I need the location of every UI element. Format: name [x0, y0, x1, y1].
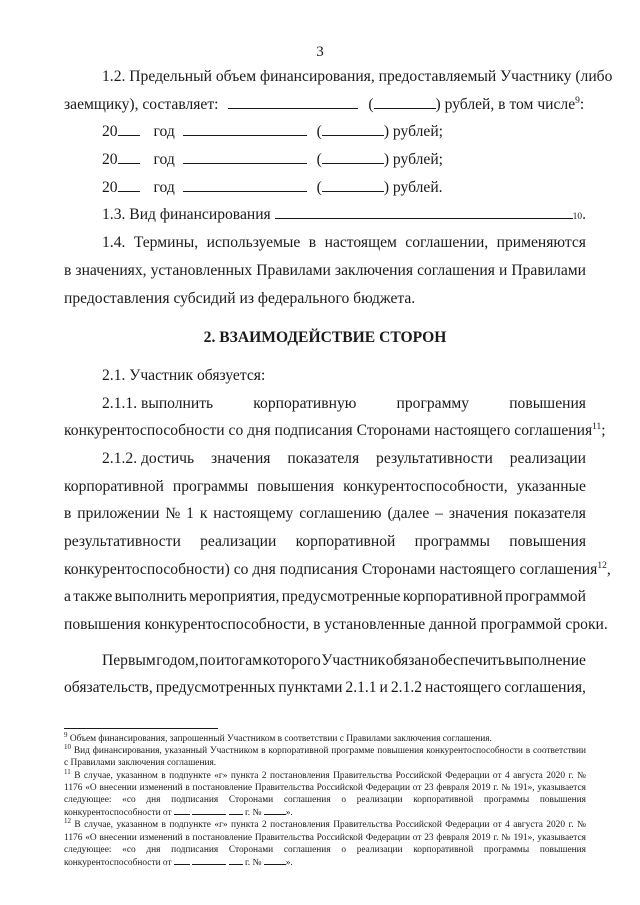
year-blank [118, 121, 140, 136]
footnote-10: $^{10}$ Вид финансирования, указанный Участником в корпоративной программе повышения конкурентоспособности в соответствии с Правилами заключения соглашения. [64, 743, 586, 769]
clause-2-1-2-line-1: 2.1.2. достичь значения показателя результативности реализации [102, 449, 586, 467]
month-blank [192, 856, 226, 865]
clause-2-1-2-line-3: в приложении № 1 к настоящему соглашению (далее – значения показателя [64, 505, 586, 523]
footnotes [64, 728, 586, 869]
amount-blank [183, 177, 307, 192]
year-blank [229, 856, 243, 865]
clause-1-2-line-1: 1.2. Предельный объем финансирования, предоставляемый Участнику (либо [102, 68, 613, 85]
amount-words-blank [374, 94, 436, 109]
date-blank [174, 856, 190, 865]
document-body [64, 63, 613, 702]
clause-1-4-line-2: в значениях, установленных Правилами заключения соглашения и Правилами [64, 261, 586, 279]
amount-words-blank [322, 177, 384, 192]
number-blank [264, 856, 286, 865]
clause-2-1-2-line-2: корпоративной программы повышения конкурентоспособности, указанные [64, 477, 586, 495]
amount-blank [183, 149, 307, 164]
year-blank [118, 149, 140, 164]
clause-2-1-2-line-4: результативности реализации корпоративной программы повышения [64, 533, 586, 551]
clause-2-1-2-line-6: а также выполнить мероприятия, предусмотренные корпоративной программой [64, 588, 586, 606]
financing-type-blank [275, 204, 573, 219]
year-blank [118, 177, 140, 192]
amount-blank [228, 94, 358, 109]
clause-2-1-2-line-5: конкурентоспособности) со дня подписания Сторонами настоящего соглашения$^{12}$, [64, 560, 611, 578]
clause-2-1-1-line-1: 2.1.1. выполнить корпоративную программу повышения [102, 394, 586, 412]
clause-1-4-line-1: 1.4. Термины, используемые в настоящем соглашении, применяются [102, 234, 586, 252]
footnote-ref-9: 9 [575, 95, 580, 106]
month-blank [192, 806, 226, 815]
first-year-line-2: обязательств, предусмотренных пунктами 2.1.1 и 2.1.2 настоящего соглашения, [64, 679, 586, 697]
footnote-12: $^{12}$ В случае, указанном в подпункте «г» пункта 2 постановления Правительства Российской Федерации от 4 августа 2020 г. № 1176 «О внесении изменений в постановление Правительства Российской Федерации от 23 февраля 2019 г. № 191», указывается следующее: «со дня подписания Сторонами соглашения о реализации корпоративной программы повышения конкурентоспособности от г. № ». [64, 817, 586, 869]
amount-words-blank [322, 149, 384, 164]
page-number: 3 [316, 44, 324, 60]
clause-2-1-2-line-7: повышения конкурентоспособности, в установленные данной программой сроки. [64, 616, 608, 634]
clause-2-1: 2.1. Участник обязуется: [102, 366, 266, 384]
footnote-ref-12: 12 [597, 560, 607, 571]
footnote-separator [64, 728, 218, 729]
footnote-9: $^9$ Объем финансирования, запрошенный Участником в соответствии с Правилами заключения соглашения. [64, 730, 492, 744]
year-blank [229, 806, 243, 815]
year-row-2: 20 год ( ) рублей; [102, 151, 444, 169]
clause-1-3: 1.3. Вид финансирования 10 . [102, 206, 586, 224]
amount-words-blank [322, 121, 384, 136]
date-blank [174, 806, 190, 815]
footnote-ref-11: 11 [592, 422, 602, 433]
clause-1-4-line-3: предоставления субсидий из федерального бюджета. [64, 289, 416, 307]
first-year-line-1: Первым годом, по итогам которого Участник обязан обеспечить выполнение [102, 651, 586, 669]
section-2-heading: 2. ВЗАИМОДЕЙСТВИЕ СТОРОН [203, 329, 447, 347]
year-row-1: 20 год ( ) рублей; [102, 123, 444, 141]
year-row-3: 20 год ( ) рублей. [102, 178, 443, 196]
clause-1-2-line-2: заемщику), составляет: ( ) рублей, в том числе$^9$: [64, 95, 585, 113]
footnote-11: $^{11}$ В случае, указанном в подпункте «г» пункта 2 постановления Правительства Российской Федерации от 4 августа 2020 г. № 1176 «О внесении изменений в постановление Правительства Российской Федерации от 23 февраля 2019 г. № 191», указывается следующее: «со дня подписания Сторонами соглашения о реализации корпоративной программы повышения конкурентоспособности от г. № ». [64, 767, 586, 819]
clause-2-1-1-line-2: конкурентоспособности со дня подписания Сторонами настоящего соглашения$^{11}$; [64, 422, 606, 440]
amount-blank [183, 121, 307, 136]
number-blank [264, 806, 286, 815]
